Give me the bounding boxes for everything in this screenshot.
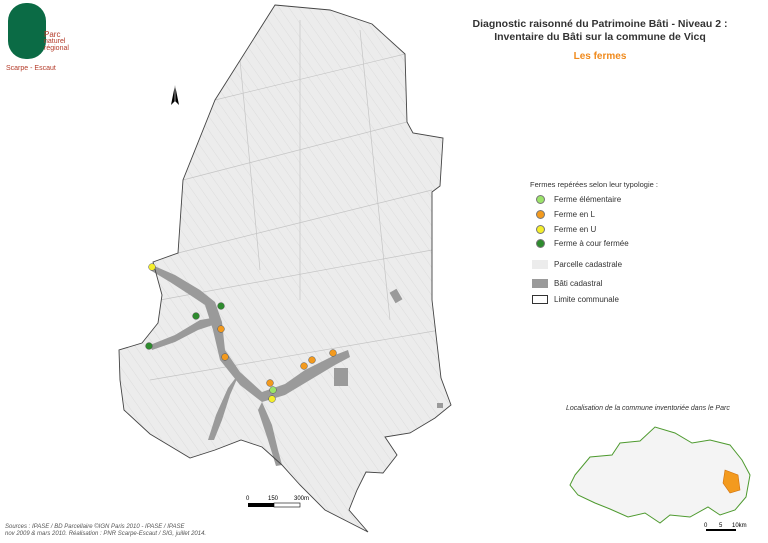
farm-marker [330,350,337,357]
inset-scale-10: 10km [732,523,747,529]
parc-logo-icon [8,3,46,59]
legend-label-cour-fermee: Ferme à cour fermée [554,238,629,248]
sources-text [5,524,305,538]
legend-label-limite: Limite communale [554,294,619,304]
legend-label-parcelle: Parcelle cadastrale [554,259,623,269]
inset-scale-0: 0 [704,523,708,529]
legend-swatch-en-u [536,225,545,234]
legend-item-en-u [536,223,596,235]
legend-item-bati [532,277,602,289]
farm-marker [269,396,276,403]
north-arrow-icon [168,85,182,109]
logo-line-naturel: naturel [44,38,66,45]
legend-swatch-bati [532,279,548,288]
farm-marker [222,354,229,361]
farm-marker [218,303,225,310]
legend-item-cour-fermee [536,237,629,249]
inset-scale-5: 5 [719,523,723,529]
farm-marker [270,387,277,394]
sources-line-2: nov 2009 & mars 2010. Réalisation : PNR Scarpe-Escaut / SIG, juillet 2014. [5,531,207,537]
legend-item-limite [532,293,619,305]
sources-line-1: Sources : IPASE / BD Parcellaire ©IGN Paris 2010 - IPASE / IPASE [5,524,185,530]
legend-label-en-l: Ferme en L [554,209,595,219]
farm-marker [193,313,200,320]
farm-marker [267,380,274,387]
commune-area [100,0,460,543]
map-title [455,18,745,44]
farm-marker [218,326,225,333]
legend-item-parcelle [532,258,622,270]
inset-map [560,405,760,540]
legend-label-elementaire: Ferme élémentaire [554,194,622,204]
logo-text [44,31,69,52]
farm-marker [309,357,316,364]
legend-swatch-elementaire [536,195,545,204]
scale-label-300: 300m [294,496,310,502]
map-subtitle: Les fermes [573,51,627,62]
inset-title: Localisation de la commune inventoriée dans le Parc [566,405,730,412]
legend-swatch-limite [532,295,548,304]
logo-bottom-text: Scarpe - Escaut [6,65,56,72]
farm-marker [301,363,308,370]
park-logo [4,3,69,75]
farm-marker [146,343,153,350]
legend-title: Fermes repérées selon leur typologie : [530,180,658,189]
scale-bar [246,494,316,512]
scale-label-150: 150 [268,496,279,502]
legend-item-en-l [536,208,595,220]
legend-swatch-en-l [536,210,545,219]
inset-park-outline [560,415,760,540]
logo-line-parc: Parc [44,30,61,39]
farm-marker [149,264,156,271]
legend-label-en-u: Ferme en U [554,224,597,234]
legend-swatch-parcelle [532,260,548,269]
legend-item-elementaire [536,193,621,205]
scale-label-0: 0 [246,496,250,502]
legend-label-bati: Bâti cadastral [554,278,603,288]
legend-swatch-cour-fermee [536,239,545,248]
title-line-1: Diagnostic raisonné du Patrimoine Bâti - Niveau 2 : [472,18,728,30]
logo-line-regional: régional [44,45,69,52]
title-line-2: Inventaire du Bâti sur la commune de Vicq [494,31,706,43]
